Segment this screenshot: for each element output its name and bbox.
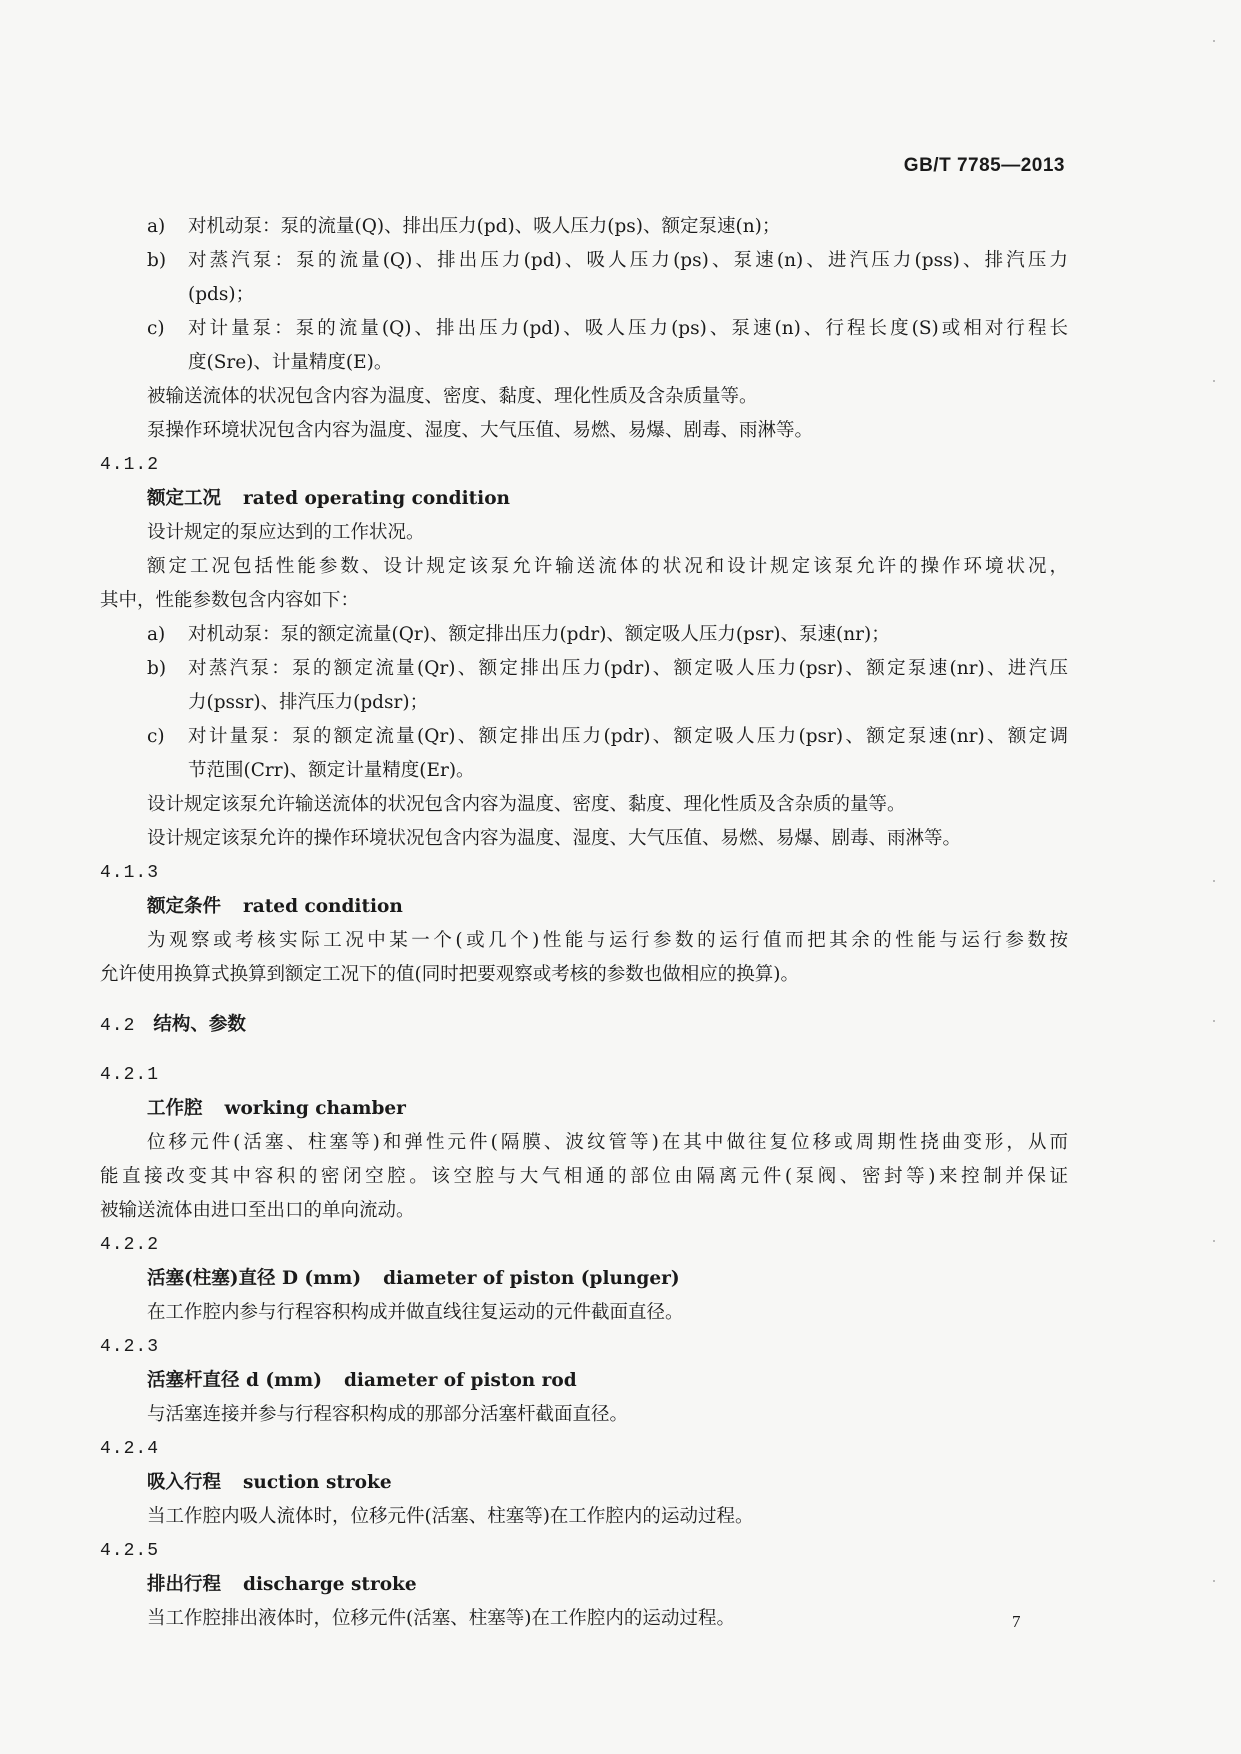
list-item-label: a) <box>147 624 166 645</box>
spacer <box>100 1042 1068 1058</box>
paragraph-line: 能直接改变其中容积的密闭空腔。该空腔与大气相通的部位由隔离元件(泵阀、密封等)来控制并保证 <box>100 1166 1068 1187</box>
list-item-label: c) <box>147 726 165 747</box>
list-item-text: 对机动泵：泵的额定流量(Qr)、额定排出压力(pdr)、额定吸人压力(psr)、泵速(nr)； <box>188 624 890 645</box>
term-english: rated condition <box>243 896 403 917</box>
term-heading <box>100 1364 1068 1398</box>
list-item <box>100 312 1068 346</box>
list-item-continuation: (pds)； <box>188 284 255 305</box>
document-body <box>100 210 1068 1636</box>
paragraph-line: 位移元件(活塞、柱塞等)和弹性元件(隔膜、波纹管等)在其中做往复位移或周期性挠曲变形，从而 <box>147 1132 1068 1153</box>
paragraph-line: 额定工况包括性能参数、设计规定该泵允许输送流体的状况和设计规定该泵允许的操作环境状况， <box>147 556 1068 577</box>
clause-number: 4.2.1 <box>100 1065 160 1085</box>
paragraph-line: 设计规定的泵应达到的工作状况。 <box>147 522 425 543</box>
scan-mark <box>1213 380 1215 382</box>
term-chinese: 吸入行程 <box>147 1472 222 1493</box>
term-english: working chamber <box>224 1098 406 1119</box>
term-chinese: 额定条件 <box>147 896 222 917</box>
list-item-label: c) <box>147 318 165 339</box>
term-heading <box>100 482 1068 516</box>
scan-mark <box>1213 880 1215 882</box>
page-number: 7 <box>1012 1612 1021 1631</box>
paragraph-line: 在工作腔内参与行程容积构成并做直线往复运动的元件截面直径。 <box>147 1302 684 1323</box>
term-heading <box>100 1466 1068 1500</box>
term-english: diameter of piston rod <box>343 1370 577 1391</box>
paragraph-line: 被输送流体的状况包含内容为温度、密度、黏度、理化性质及含杂质量等。 <box>147 386 758 407</box>
term-chinese: 活塞杆直径 d (mm) <box>147 1370 322 1391</box>
term-english: discharge stroke <box>243 1574 417 1595</box>
term-chinese: 额定工况 <box>147 488 222 509</box>
term-heading <box>100 1262 1068 1296</box>
clause-number: 4.2.4 <box>100 1439 160 1459</box>
list-item-text: 对蒸汽泵：泵的额定流量(Qr)、额定排出压力(pdr)、额定吸人压力(psr)、额定泵速(nr)、进汽压 <box>188 658 1068 679</box>
list-item <box>100 720 1068 754</box>
paragraph-line: 泵操作环境状况包含内容为温度、湿度、大气压值、易燃、易爆、剧毒、雨淋等。 <box>147 420 814 441</box>
clause-number: 4.2.5 <box>100 1541 160 1561</box>
paragraph-line: 其中，性能参数包含内容如下： <box>100 590 360 611</box>
term-english: rated operating condition <box>243 488 511 509</box>
paragraph-line: 设计规定该泵允许的操作环境状况包含内容为温度、湿度、大气压值、易燃、易爆、剧毒、雨淋等。 <box>147 828 962 849</box>
paragraph-line: 允许使用换算式换算到额定工况下的值(同时把要观察或考核的参数也做相应的换算)。 <box>100 964 799 985</box>
list-item-continuation: 度(Sre)、计量精度(E)。 <box>188 352 393 373</box>
paragraph-line: 设计规定该泵允许输送流体的状况包含内容为温度、密度、黏度、理化性质及含杂质的量等。 <box>147 794 906 815</box>
spacer <box>100 992 1068 1008</box>
clause-number: 4.1.3 <box>100 863 160 883</box>
clause-number: 4.2.3 <box>100 1337 160 1357</box>
paragraph-line: 与活塞连接并参与行程容积构成的那部分活塞杆截面直径。 <box>147 1404 629 1425</box>
term-heading <box>100 1092 1068 1126</box>
clause-number: 4.1.2 <box>100 455 160 475</box>
scan-mark <box>1213 1020 1215 1022</box>
list-item-text: 对蒸汽泵：泵的流量(Q)、排出压力(pd)、吸人压力(ps)、泵速(n)、进汽压力(pss)、排汽压力 <box>188 250 1068 271</box>
list-item-label: b) <box>147 658 167 679</box>
section-heading <box>100 1008 1068 1042</box>
standard-code: GB/T 7785—2013 <box>903 155 1065 176</box>
term-chinese: 活塞(柱塞)直径 D (mm) <box>147 1268 362 1289</box>
list-item-continuation: 力(pssr)、排汽压力(pdsr)； <box>188 692 429 713</box>
term-heading <box>100 890 1068 924</box>
term-chinese: 排出行程 <box>147 1574 222 1595</box>
paragraph-line: 为观察或考核实际工况中某一个(或几个)性能与运行参数的运行值而把其余的性能与运行参数按 <box>147 930 1068 951</box>
paragraph-line: 当工作腔内吸人流体时，位移元件(活塞、柱塞等)在工作腔内的运动过程。 <box>147 1506 754 1527</box>
list-item-text: 对计量泵：泵的额定流量(Qr)、额定排出压力(pdr)、额定吸人压力(psr)、额定泵速(nr)、额定调 <box>188 726 1068 747</box>
list-item <box>100 618 1068 652</box>
scan-mark <box>1213 1580 1215 1582</box>
list-item-label: a) <box>147 216 166 237</box>
list-item <box>100 652 1068 686</box>
list-item-continuation: 节范围(Crr)、额定计量精度(Er)。 <box>188 760 475 781</box>
list-item-label: b) <box>147 250 167 271</box>
term-english: suction stroke <box>243 1472 392 1493</box>
list-item-text: 对计量泵：泵的流量(Q)、排出压力(pd)、吸人压力(ps)、泵速(n)、行程长度(S)或相对行程长 <box>188 318 1068 339</box>
list-item <box>100 244 1068 278</box>
scan-mark <box>1213 1240 1215 1242</box>
term-chinese: 工作腔 <box>147 1098 203 1119</box>
list-item-text: 对机动泵：泵的流量(Q)、排出压力(pd)、吸人压力(ps)、额定泵速(n)； <box>188 216 781 237</box>
term-english: diameter of piston (plunger) <box>383 1268 680 1289</box>
scan-mark <box>1213 40 1215 42</box>
clause-number: 4.2.2 <box>100 1235 160 1255</box>
paragraph-line: 被输送流体由进口至出口的单向流动。 <box>100 1200 415 1221</box>
section-title: 结构、参数 <box>153 1014 246 1035</box>
list-item <box>100 210 1068 244</box>
term-heading <box>100 1568 1068 1602</box>
section-number: 4.2 <box>100 1016 136 1036</box>
paragraph-line: 当工作腔排出液体时，位移元件(活塞、柱塞等)在工作腔内的运动过程。 <box>147 1608 735 1629</box>
